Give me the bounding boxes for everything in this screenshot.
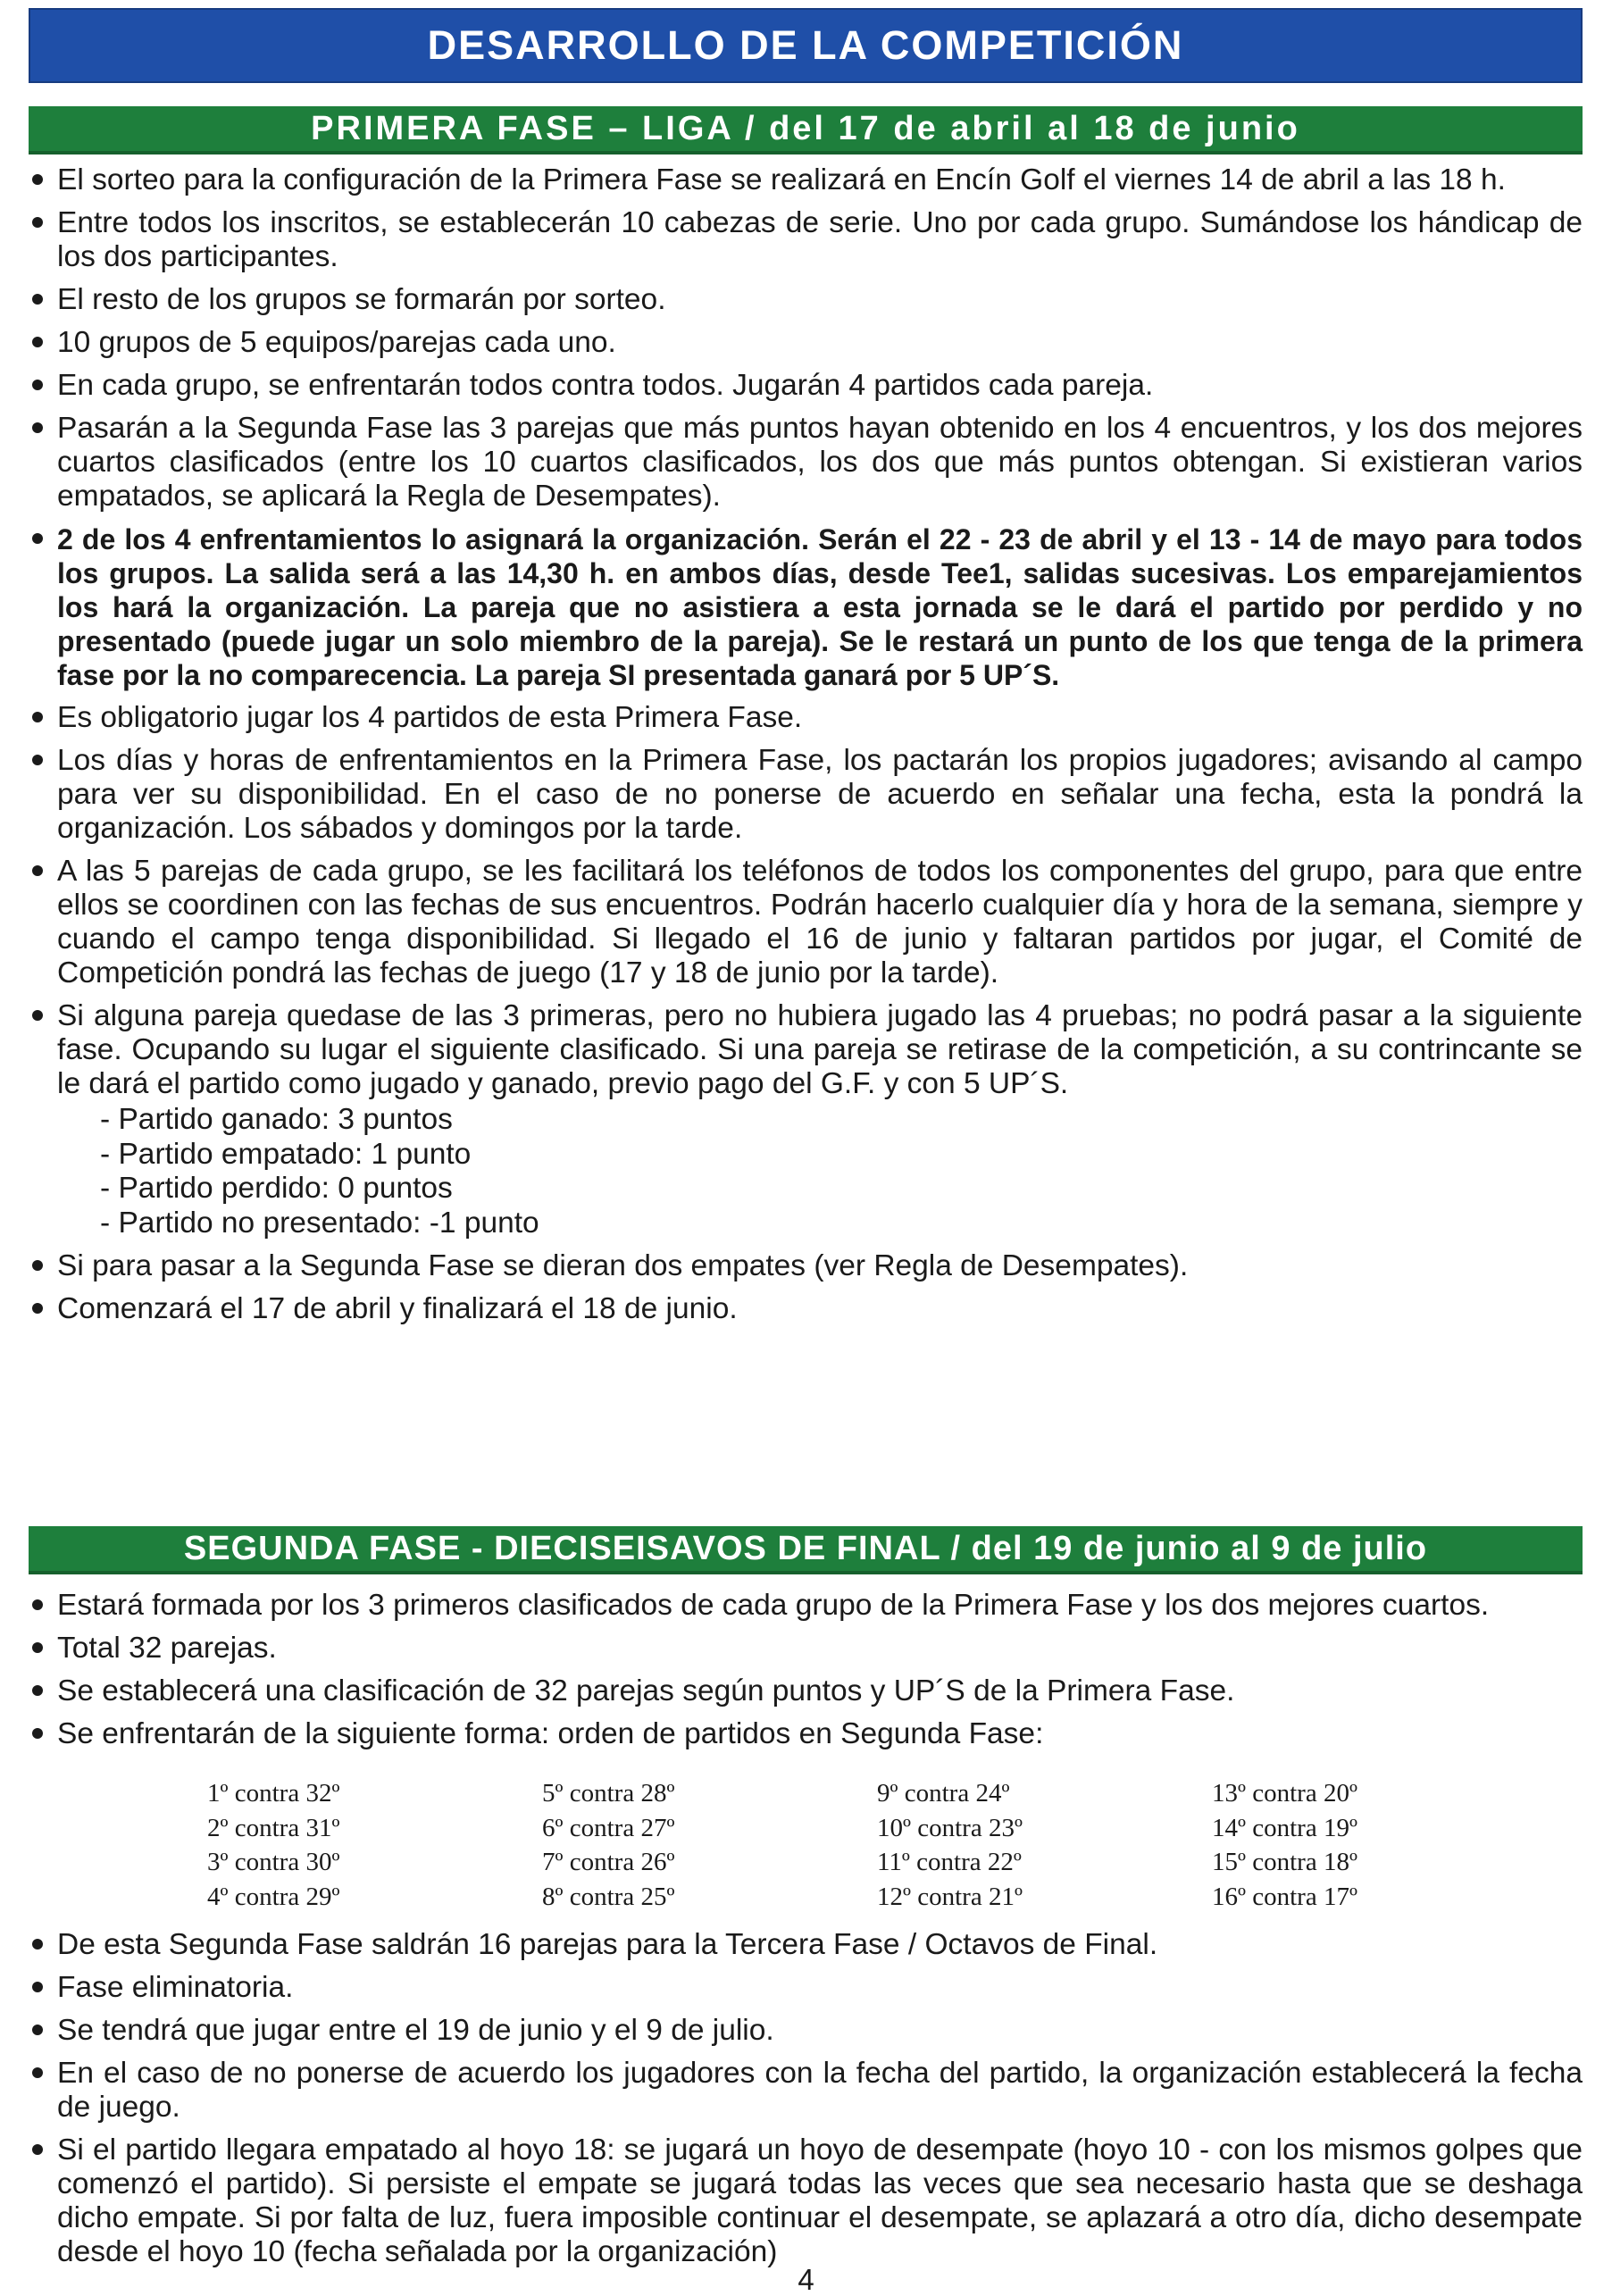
match-pairing: 2º contra 31º [207,1813,340,1842]
list-item: En cada grupo, se enfrentarán todos contra todos. Jugarán 4 partidos cada pareja. [29,369,1583,403]
list-item: Si para pasar a la Segunda Fase se dieran dos empates (ver Regla de Desempates). [29,1249,1583,1283]
points-item: - Partido no presentado: -1 punto [100,1206,539,1240]
match-pairing: 11º contra 22º [877,1848,1022,1876]
list-item: Se establecerá una clasificación de 32 parejas según puntos y UP´S de la Primera Fase. [29,1674,1583,1708]
match-pairing: 7º contra 26º [542,1848,675,1876]
bullet-icon [32,1982,43,1992]
match-pairing: 4º contra 29º [207,1882,340,1911]
bullet-icon [32,1642,43,1653]
bullet-icon [32,712,43,722]
bullet-icon [32,1685,43,1696]
bullet-icon [32,2067,43,2078]
match-pairing: 12º contra 21º [877,1882,1023,1911]
match-pairing: 5º contra 28º [542,1779,675,1808]
bullet-icon [32,1728,43,1739]
bullet-icon [32,294,43,305]
segunda-fase-details-list [29,1928,1583,2278]
match-column [877,1776,1212,1914]
list-item: Entre todos los inscritos, se establecerán 10 cabezas de serie. Uno por cada grupo. Sumándose los hándicap de los dos participantes. [29,206,1583,274]
list-item: Estará formada por los 3 primeros clasificados de cada grupo de la Primera Fase y los dos mejores cuartos. [29,1589,1583,1623]
list-item: Comenzará el 17 de abril y finalizará el 18 de junio. [29,1292,1583,1326]
list-item: Si alguna pareja quedase de las 3 primeras, pero no hubiera jugado las 4 pruebas; no podrá pasar a la siguiente fase. Ocupando su lugar el siguiente clasificado. Si una pareja se retirase de la competición, a su contrincante se le dará el partido como jugado y ganado, previo pago del G.F. y con 5 UP´S. - Partido ganado: 3 puntos - Partido empatado: 1 punto - Partido perdido: 0 puntos - Partido no presentado: -1 punto [29,999,1583,1240]
match-pairing: 6º contra 27º [542,1813,675,1842]
bullet-icon [32,755,43,765]
match-pairing: 1º contra 32º [207,1779,340,1808]
list-item: Pasarán a la Segunda Fase las 3 parejas que más puntos hayan obtenido en los 4 encuentros, y los dos mejores cuartos clasificados (entre los 10 cuartos clasificados, los dos que más puntos obtengan. Si existieran varios empatados, se aplicará la Regla de Desempates). [29,412,1583,513]
list-item: El resto de los grupos se formarán por sorteo. [29,283,1583,317]
list-item: A las 5 parejas de cada grupo, se les facilitará los teléfonos de todos los componentes del grupo, para que entre ellos se coordinen con las fechas de sus encuentros. Podrán hacerlo cualquier día y hora de la semana, siempre y cuando el campo tenga disponibilidad. Si llegado el 16 de junio y faltaran partidos por jugar, el Comité de Competición pondrá las fechas de juego (17 y 18 de junio por la tarde). [29,855,1583,990]
segunda-fase-list [29,1589,1583,1760]
points-item: - Partido ganado: 3 puntos [100,1103,453,1136]
document-page [29,8,1583,2268]
match-pairing: 8º contra 25º [542,1882,675,1911]
bullet-icon [32,422,43,433]
bullet-icon [32,217,43,228]
page-number: 4 [798,2263,814,2296]
list-item-bold: 2 de los 4 enfrentamientos lo asignará la organización. Serán el 22 - 23 de abril y el 13 - 14 de mayo para todos los grupos. La salida será a las 14,30 h. en ambos días, desde Tee1, salidas sucesivas. Los emparejamientos los hará la organización. La pareja que no asistiera a esta jornada se le dará el partido por perdido y no presentado (puede jugar un solo miembro de la pareja). Se le restará un punto de los que tenga de la primera fase por la no comparecencia. La pareja SI presentada ganará por 5 UP´S. [29,522,1583,692]
points-item: - Partido empatado: 1 punto [100,1137,472,1171]
bullet-icon [32,533,43,544]
bullet-icon [32,1260,43,1271]
match-pairing: 14º contra 19º [1212,1813,1357,1842]
bullet-icon [32,380,43,390]
match-column [1212,1776,1440,1914]
list-item: 10 grupos de 5 equipos/parejas cada uno. [29,326,1583,360]
match-pairing: 9º contra 24º [877,1779,1010,1808]
bullet-icon [32,174,43,185]
match-column [207,1776,542,1914]
match-pairing: 15º contra 18º [1212,1848,1357,1876]
section-heading-segunda-fase: SEGUNDA FASE - DIECISEISAVOS DE FINAL / del 19 de junio al 9 de julio [29,1526,1583,1574]
list-item: Es obligatorio jugar los 4 partidos de esta Primera Fase. [29,701,1583,735]
bullet-icon [32,2025,43,2035]
list-item: Se enfrentarán de la siguiente forma: orden de partidos en Segunda Fase: [29,1717,1583,1751]
match-column [542,1776,877,1914]
bullet-icon [32,1303,43,1314]
list-item: En el caso de no ponerse de acuerdo los jugadores con la fecha del partido, la organización establecerá la fecha de juego. [29,2057,1583,2125]
bullet-icon [32,1599,43,1610]
points-list [100,1103,1583,1240]
bullet-icon [32,865,43,876]
list-item: Se tendrá que jugar entre el 19 de junio y el 9 de julio. [29,2014,1583,2048]
list-item: Los días y horas de enfrentamientos en la Primera Fase, los pactarán los propios jugadores; avisando al campo para ver su disponibilidad. En el caso de no ponerse de acuerdo en señalar una fecha, esta la pondrá la organización. Los sábados y domingos por la tarde. [29,744,1583,846]
list-item: El sorteo para la configuración de la Primera Fase se realizará en Encín Golf el viernes 14 de abril a las 18 h. [29,163,1583,197]
match-pairing: 3º contra 30º [207,1848,340,1876]
list-item: Si el partido llegara empatado al hoyo 18: se jugará un hoyo de desempate (hoyo 10 - con los mismos golpes que comenzó el partido). Si persiste el empate se jugará todas las veces que sea necesario hasta que se deshaga dicho empate. Si por falta de luz, fuera imposible continuar el desempate, se aplazará a otro día, dicho desempate desde el hoyo 10 (fecha señalada por la organización) [29,2133,1583,2269]
match-pairing: 13º contra 20º [1212,1779,1357,1808]
section-heading-primera-fase: PRIMERA FASE – LIGA / del 17 de abril al 18 de junio [29,106,1583,154]
points-item: - Partido perdido: 0 puntos [100,1172,453,1205]
bullet-icon [32,337,43,347]
bullet-icon [32,1939,43,1950]
primera-fase-list [29,163,1583,1326]
list-item: De esta Segunda Fase saldrán 16 parejas para la Tercera Fase / Octavos de Final. [29,1928,1583,1962]
match-pairing: 16º contra 17º [1212,1882,1357,1911]
list-item: Fase eliminatoria. [29,1971,1583,2005]
match-pairing: 10º contra 23º [877,1813,1023,1842]
bullet-icon [32,1010,43,1021]
match-pairings-table [207,1776,1440,1914]
page-title: DESARROLLO DE LA COMPETICIÓN [29,8,1583,83]
bullet-icon [32,2144,43,2155]
list-item: Total 32 parejas. [29,1632,1583,1666]
